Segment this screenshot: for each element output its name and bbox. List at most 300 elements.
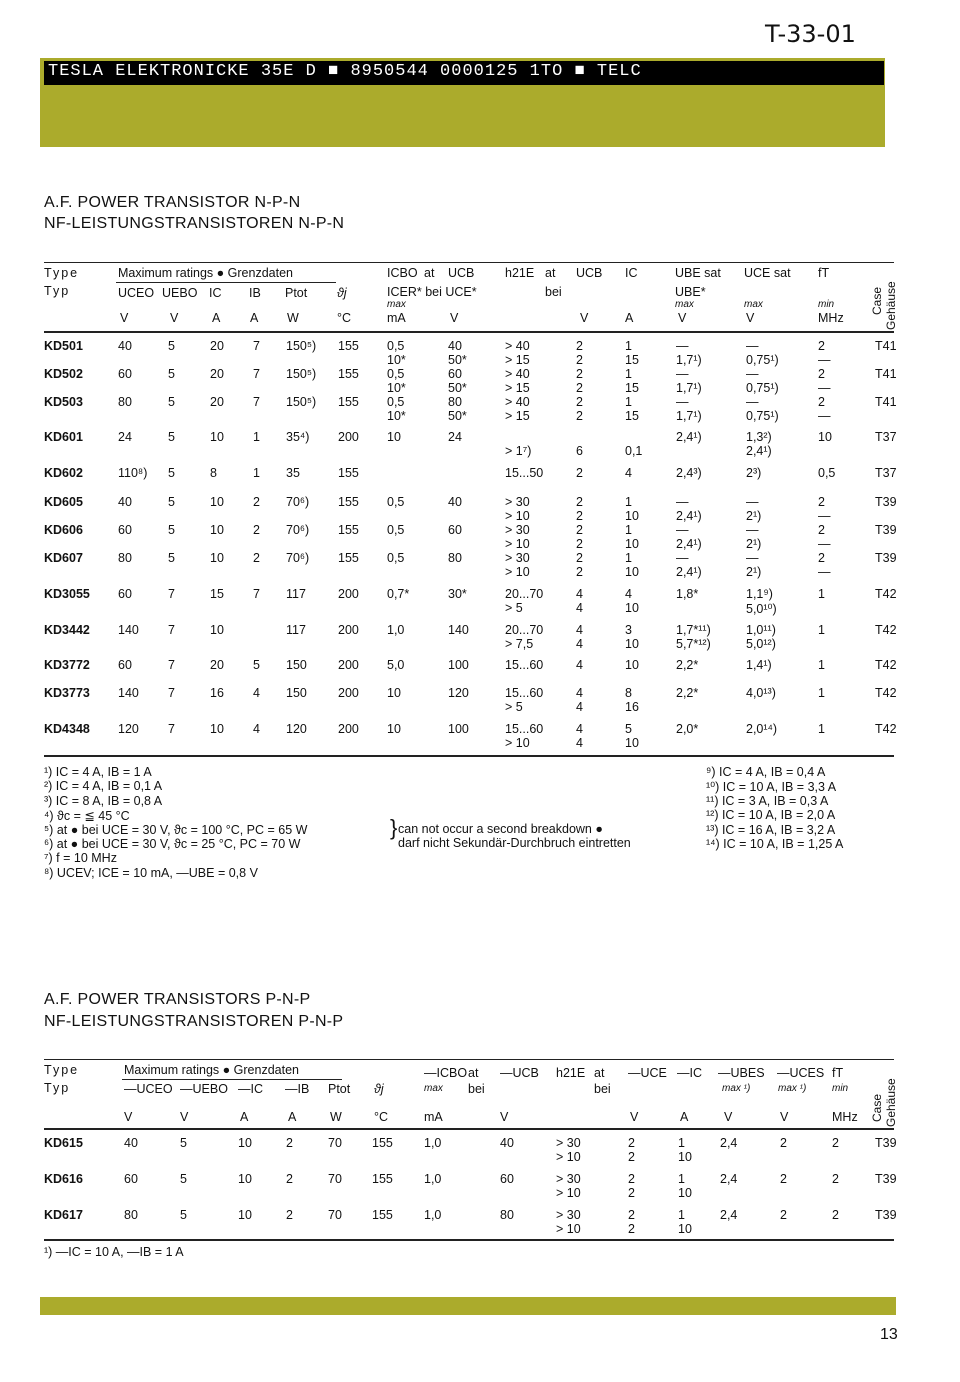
cell-ic2: 1 (678, 1208, 685, 1222)
header-strip-text: TESLA ELEKTRONICKE 35E D ■ 8950544 0000125 1TO ■ TELC (48, 62, 642, 81)
cell-ic2: 5 (625, 722, 632, 736)
cell-ft: 1 (818, 658, 825, 672)
hdr-ib: —IB (285, 1082, 310, 1096)
cell-ic2: 1 (625, 495, 632, 509)
cell-ic2: 4 (625, 466, 632, 480)
cell-uces: 2 (780, 1208, 787, 1222)
cell-uces: 2 (780, 1172, 787, 1186)
cell-uce: 2,0¹⁴) (746, 722, 778, 736)
cell-icbo: 10 (387, 722, 401, 736)
page-number: 13 (880, 1326, 898, 1343)
cell-ic2: 10 (625, 509, 639, 523)
cell-ube: 1,7¹) (676, 409, 702, 423)
pnp-header-rule (44, 1128, 894, 1130)
cell-case: T42 (875, 722, 897, 736)
cell-uce: 2 (628, 1186, 635, 1200)
cell-ucb: 24 (448, 430, 462, 444)
cell-ib: 2 (253, 495, 260, 509)
cell-ft: — (818, 565, 831, 579)
cell-uce: 2¹) (746, 537, 762, 551)
cell-ic: 10 (210, 430, 224, 444)
cell-uebo: 7 (168, 623, 175, 637)
cell-h21e: > 5 (505, 700, 523, 714)
hdr-bei2: bei (594, 1082, 611, 1096)
hdr-gehaeuse: Gehäuse (884, 1078, 898, 1127)
cell-h21e: > 10 (505, 736, 530, 750)
cell-case: T39 (875, 1136, 897, 1150)
cell-ucb2: 4 (576, 736, 583, 750)
cell-h21e: > 40 (505, 367, 530, 381)
cell-h21e: > 40 (505, 339, 530, 353)
cell-case: T42 (875, 623, 897, 637)
cell-ptot: 117 (286, 587, 306, 601)
cell-ic2: 1 (625, 395, 632, 409)
hdr-ubesat: UBE sat (675, 266, 721, 280)
cell-uceo: 140 (118, 623, 139, 637)
cell-ucb: 30* (448, 587, 467, 601)
cell-ib: 2 (286, 1136, 293, 1150)
unit-label: V (580, 311, 589, 325)
cell-ic: 16 (210, 686, 224, 700)
cell-uebo: 7 (168, 686, 175, 700)
type-name: KD4348 (44, 722, 90, 736)
hdr-icbo: —ICBO (424, 1066, 468, 1080)
cell-uce: 1,1⁹) (746, 587, 773, 601)
cell-icbo: 1,0 (424, 1136, 442, 1150)
unit-label: V (724, 1110, 733, 1124)
cell-ube: 1,7¹) (676, 381, 702, 395)
footnote-item: ¹³) IC = 16 A, IB = 3,2 A (706, 822, 836, 837)
cell-h21e: > 5 (505, 601, 523, 615)
cell-h21e: > 30 (556, 1208, 581, 1222)
footnote-item: ⁷) f = 10 MHz (44, 851, 117, 866)
cell-ic2: 1 (678, 1136, 685, 1150)
cell-h21e: > 10 (505, 537, 530, 551)
hdr-uces-max: max ¹) (778, 1083, 807, 1094)
cell-uebo: 5 (168, 523, 175, 537)
cell-ucb2: 2 (576, 509, 583, 523)
cell-tj: 155 (372, 1136, 393, 1150)
cell-ic: 20 (210, 367, 224, 381)
cell-uceo: 120 (118, 722, 139, 736)
cell-icbo: 0,5 (387, 367, 405, 381)
cell-case: T41 (875, 367, 897, 381)
cell-ptot: 120 (286, 722, 307, 736)
cell-ptot: 150⁵) (286, 395, 317, 409)
cell-ucb2: 4 (576, 587, 583, 601)
hdr-maxratings: Maximum ratings ● Grenzdaten (118, 266, 293, 280)
cell-icbo: 10 (387, 430, 401, 444)
cell-ube: — (676, 395, 689, 409)
hdr-ubes-max: max ¹) (722, 1083, 751, 1094)
pnp-top-rule (44, 1059, 894, 1060)
cell-uebo: 7 (168, 658, 175, 672)
cell-uebo: 5 (168, 551, 175, 565)
cell-tj: 155 (338, 466, 359, 480)
hdr-typ: Typ (44, 284, 71, 298)
cell-ucb2: 2 (576, 353, 583, 367)
type-name: KD605 (44, 495, 83, 509)
cell-h21e: > 15 (505, 381, 530, 395)
cell-ptot: 35⁴) (286, 430, 310, 444)
cell-ic: 8 (210, 466, 217, 480)
cell-ic2: 10 (625, 565, 639, 579)
npn-title-de: NF-LEISTUNGSTRANSISTOREN N-P-N (44, 215, 345, 232)
cell-ucb2: 2 (576, 466, 583, 480)
hdr-ft-min: min (832, 1083, 849, 1094)
unit-label: °C (337, 311, 352, 325)
cell-ucb: 50* (448, 353, 467, 367)
cell-ic: 20 (210, 395, 224, 409)
cell-tj: 155 (338, 367, 359, 381)
cell-case: T41 (875, 395, 897, 409)
cell-ic2: 10 (625, 601, 639, 615)
cell-ucb2: 4 (576, 658, 583, 672)
cell-tj: 155 (372, 1172, 393, 1186)
cell-ic2: 10 (625, 736, 639, 750)
unit-label: mA (424, 1110, 443, 1124)
cell-icbo: 1,0 (424, 1172, 442, 1186)
hdr-ucesat: UCE sat (744, 266, 791, 280)
hdr-case: Case (870, 286, 884, 315)
cell-tj: 155 (338, 339, 359, 353)
cell-ucb2: 4 (576, 700, 583, 714)
cell-h21e: 15...60 (505, 686, 544, 700)
cell-ic: 10 (210, 623, 224, 637)
cell-ic: 20 (210, 339, 224, 353)
cell-tj: 200 (338, 722, 359, 736)
cell-ucb2: 4 (576, 722, 583, 736)
cell-uce: 1,3²) (746, 430, 772, 444)
cell-uce: 5,0¹⁰) (746, 602, 777, 616)
unit-label: V (450, 311, 459, 325)
cell-ic: 10 (238, 1208, 252, 1222)
cell-h21e: 15...60 (505, 722, 544, 736)
cell-icbo: 0,5 (387, 551, 405, 565)
cell-ic2: 1 (625, 339, 632, 353)
cell-ucb: 80 (448, 551, 462, 565)
cell-ube: 2,4¹) (676, 430, 702, 444)
hdr-ft-min: min (818, 299, 835, 310)
cell-ucb2: 2 (576, 367, 583, 381)
hdr-ube-max: max (675, 299, 694, 310)
cell-ube: — (676, 495, 689, 509)
cell-uceo: 110⁸) (118, 466, 148, 480)
cell-ft: — (818, 537, 831, 551)
cell-ube: 2,4¹) (676, 509, 702, 523)
cell-ucb2: 2 (576, 495, 583, 509)
cell-h21e: > 10 (505, 565, 530, 579)
unit-label: V (120, 311, 129, 325)
cell-ucb: 80 (448, 395, 462, 409)
type-name: KD3772 (44, 658, 90, 672)
cell-ft: 0,5 (818, 466, 836, 480)
cell-ic2: 3 (625, 623, 632, 637)
cell-uceo: 60 (118, 587, 132, 601)
hdr-at2: at (545, 266, 556, 280)
cell-ic: 10 (210, 551, 224, 565)
cell-ft: 1 (818, 686, 825, 700)
cell-uceo: 80 (124, 1208, 138, 1222)
footnote-mid-1: can not occur a second breakdown ● (398, 822, 603, 836)
cell-ft: 2 (832, 1172, 839, 1186)
cell-icbo: 0,5 (387, 523, 405, 537)
cell-ube: 1,8* (676, 587, 699, 601)
cell-uce: — (746, 367, 759, 381)
cell-ube: 5,7*¹²) (676, 637, 711, 651)
cell-ic2: 10 (678, 1150, 692, 1164)
hdr-gehaeuse: Gehäuse (884, 281, 898, 330)
footnote-item: ¹²) IC = 10 A, IB = 2,0 A (706, 808, 836, 823)
type-name: KD502 (44, 367, 83, 381)
hdr-at: at (424, 266, 435, 280)
type-name: KD617 (44, 1208, 83, 1222)
cell-icbo: 10* (387, 353, 406, 367)
cell-ube: — (676, 367, 689, 381)
cell-ic2: 10 (625, 637, 639, 651)
cell-ucb: 40 (500, 1136, 514, 1150)
cell-uce: 2,4¹) (746, 444, 772, 458)
cell-ube: 2,4³) (676, 466, 702, 480)
cell-ft: 2 (832, 1208, 839, 1222)
cell-uce: 2 (628, 1208, 635, 1222)
cell-h21e: > 10 (556, 1186, 581, 1200)
cell-tj: 155 (338, 551, 359, 565)
cell-ucb: 40 (448, 339, 462, 353)
cell-ib: 7 (253, 395, 260, 409)
hdr-h21e: h21E (556, 1066, 586, 1080)
cell-uce: 2³) (746, 466, 762, 480)
type-name: KD3773 (44, 686, 90, 700)
hdr-uces: —UCES (777, 1066, 825, 1080)
cell-ib: 7 (253, 339, 260, 353)
cell-ube: 2,4¹) (676, 565, 702, 579)
cell-ptot: 35 (286, 466, 300, 480)
cell-tj: 155 (338, 395, 359, 409)
hdr-icer: ICER* bei UCE* (387, 285, 477, 299)
type-name: KD606 (44, 523, 83, 537)
cell-ic: 10 (210, 523, 224, 537)
cell-ucb: 100 (448, 722, 469, 736)
cell-uebo: 5 (168, 395, 175, 409)
cell-ic: 10 (210, 722, 224, 736)
cell-ic2: 15 (625, 381, 639, 395)
cell-uebo: 7 (168, 722, 175, 736)
cell-ic: 20 (210, 658, 224, 672)
cell-ib: 2 (286, 1172, 293, 1186)
type-name: KD501 (44, 339, 83, 353)
cell-tj: 200 (338, 658, 359, 672)
cell-ic2: 0,1 (625, 444, 643, 458)
type-name: KD503 (44, 395, 83, 409)
cell-ube: 2,2* (676, 658, 699, 672)
hdr-tj: ϑj (374, 1082, 384, 1096)
cell-ucb2: 4 (576, 686, 583, 700)
cell-ib: 4 (253, 686, 260, 700)
cell-icbo: 0,7* (387, 587, 410, 601)
cell-ib: 5 (253, 658, 260, 672)
unit-label: mA (387, 311, 406, 325)
cell-uebo: 5 (180, 1136, 187, 1150)
hdr-ft: fT (832, 1066, 844, 1080)
cell-ft: — (818, 381, 831, 395)
cell-ube: — (676, 339, 689, 353)
footnote-brace: } (390, 815, 398, 840)
cell-ptot: 150 (286, 686, 307, 700)
hdr-uebo: UEBO (162, 286, 198, 300)
cell-ucb2: 2 (576, 537, 583, 551)
footnote-item: ²) IC = 4 A, IB = 0,1 A (44, 779, 163, 794)
cell-uebo: 5 (168, 339, 175, 353)
cell-icbo: 1,0 (387, 623, 405, 637)
pnp-bottom-rule (44, 1239, 894, 1241)
cell-ib: 7 (253, 367, 260, 381)
unit-label: A (240, 1110, 249, 1124)
footnote-item: ¹) IC = 4 A, IB = 1 A (44, 765, 152, 779)
cell-ib: 1 (253, 430, 260, 444)
cell-ib: 1 (253, 466, 260, 480)
cell-ft: 2 (818, 495, 825, 509)
hdr-icbo: ICBO (387, 266, 418, 280)
cell-ic2: 10 (625, 537, 639, 551)
cell-h21e: > 30 (505, 495, 530, 509)
cell-uceo: 40 (118, 339, 132, 353)
cell-ptot: 70⁶) (286, 523, 310, 537)
cell-ubes: 2,4 (720, 1208, 738, 1222)
cell-ft: 1 (818, 587, 825, 601)
pnp-title-en: A.F. POWER TRANSISTORS P-N-P (44, 991, 311, 1008)
pnp-title-de: NF-LEISTUNGSTRANSISTOREN P-N-P (44, 1013, 344, 1030)
cell-ube: 2,2* (676, 686, 699, 700)
cell-ft: 1 (818, 623, 825, 637)
cell-h21e: > 10 (505, 509, 530, 523)
cell-h21e: 15...60 (505, 658, 544, 672)
cell-tj: 155 (372, 1208, 393, 1222)
npn-title-en: A.F. POWER TRANSISTOR N-P-N (44, 194, 301, 211)
cell-ic2: 10 (678, 1186, 692, 1200)
cell-uce: 5,0¹²) (746, 637, 776, 651)
cell-icbo: 0,5 (387, 395, 405, 409)
hdr-ft: fT (818, 266, 830, 280)
cell-tj: 200 (338, 686, 359, 700)
cell-uce: 2¹) (746, 565, 762, 579)
cell-ucb2: 2 (576, 381, 583, 395)
cell-h21e: > 30 (505, 551, 530, 565)
cell-uceo: 140 (118, 686, 139, 700)
hdr-ic2: IC (625, 266, 638, 280)
unit-label: V (780, 1110, 789, 1124)
cell-uceo: 24 (118, 430, 132, 444)
cell-uce: — (746, 339, 759, 353)
cell-case: T39 (875, 523, 897, 537)
footnote-item: ¹¹) IC = 3 A, IB = 0,3 A (706, 793, 829, 808)
cell-ucb: 80 (500, 1208, 514, 1222)
cell-ucb2: 4 (576, 601, 583, 615)
cell-ic2: 1 (625, 523, 632, 537)
cell-h21e: > 30 (505, 523, 530, 537)
cell-case: T39 (875, 495, 897, 509)
cell-ft: 2 (832, 1136, 839, 1150)
cell-ucb2: 4 (576, 637, 583, 651)
cell-icbo: 10* (387, 409, 406, 423)
footnote-item: ¹⁴) IC = 10 A, IB = 1,25 A (706, 837, 844, 851)
cell-uce: 0,75¹) (746, 353, 779, 367)
hdr-ucb: —UCB (500, 1066, 539, 1080)
footnote-mid-2: darf nicht Sekundär-Durchbruch eintretten (398, 836, 631, 850)
type-name: KD615 (44, 1136, 83, 1150)
cell-uceo: 40 (124, 1136, 138, 1150)
unit-label: A (250, 311, 259, 325)
cell-ib: 4 (253, 722, 260, 736)
cell-ib: 2 (253, 551, 260, 565)
unit-label: W (287, 311, 299, 325)
cell-ucb: 120 (448, 686, 469, 700)
cell-case: T42 (875, 587, 897, 601)
hdr-icbo-max: max (424, 1083, 443, 1094)
cell-ib: 2 (286, 1208, 293, 1222)
cell-uebo: 5 (180, 1208, 187, 1222)
cell-h21e: > 10 (556, 1222, 581, 1236)
cell-ube: 2,4¹) (676, 537, 702, 551)
cell-case: T42 (875, 658, 897, 672)
footnote-item: ³) IC = 8 A, IB = 0,8 A (44, 793, 163, 808)
cell-icbo: 0,5 (387, 495, 405, 509)
hdr-uebo: —UEBO (180, 1082, 228, 1096)
hdr-maxratings: Maximum ratings ● Grenzdaten (124, 1063, 299, 1077)
cell-ic2: 1 (678, 1172, 685, 1186)
cell-ptot: 70⁶) (286, 551, 310, 565)
hdr-ic: IC (209, 286, 222, 300)
cell-ft: 2 (818, 523, 825, 537)
cell-ube: — (676, 551, 689, 565)
cell-ucb: 60 (448, 523, 462, 537)
cell-uceo: 60 (118, 523, 132, 537)
cell-tj: 155 (338, 495, 359, 509)
cell-ft: 10 (818, 430, 832, 444)
cell-h21e: > 10 (556, 1150, 581, 1164)
cell-ucb2: 6 (576, 444, 583, 458)
cell-uceo: 60 (118, 658, 132, 672)
hdr-ib: IB (249, 286, 261, 300)
cell-ptot: 70 (328, 1172, 342, 1186)
unit-label: V (678, 311, 687, 325)
cell-uceo: 40 (118, 495, 132, 509)
cell-tj: 155 (338, 523, 359, 537)
hdr-ptot: Ptot (285, 286, 308, 300)
cell-ucb: 100 (448, 658, 469, 672)
cell-tj: 200 (338, 623, 359, 637)
stamp: T-33-01 (765, 20, 856, 48)
cell-ucb: 140 (448, 623, 469, 637)
cell-uce: 1,0¹¹) (746, 623, 776, 637)
unit-label: MHz (832, 1110, 858, 1124)
cell-ft: — (818, 409, 831, 423)
cell-case: T37 (875, 466, 897, 480)
unit-label: W (330, 1110, 342, 1124)
hdr-ptot: Ptot (328, 1082, 351, 1096)
cell-ic2: 15 (625, 353, 639, 367)
cell-h21e: 20...70 (505, 623, 544, 637)
cell-case: T39 (875, 551, 897, 565)
hdr-case: Case (870, 1093, 884, 1122)
hdr-h21e: h21E (505, 266, 535, 280)
hdr-ube: UBE* (675, 285, 706, 299)
cell-uces: 2 (780, 1136, 787, 1150)
cell-ic2: 1 (625, 367, 632, 381)
cell-uce: 0,75¹) (746, 409, 779, 423)
hdr-type: Type (44, 1063, 80, 1077)
cell-uce: 1,4¹) (746, 658, 772, 672)
